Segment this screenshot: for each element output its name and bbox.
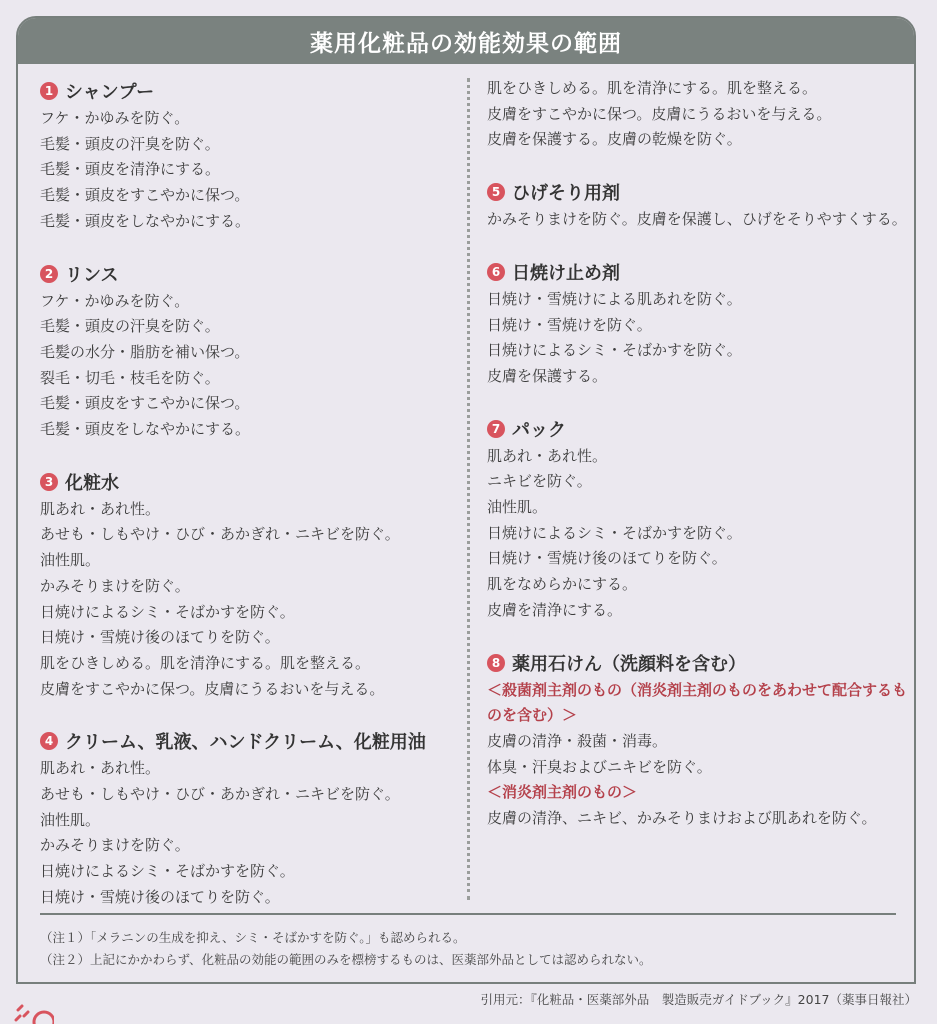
item-line: 油性肌。: [40, 551, 101, 570]
item-line: 日焼けによるシミ・そばかすを防ぐ。: [40, 862, 295, 881]
section-number-badge: 7: [487, 420, 505, 438]
subheading-anti-inflammatory: ＜消炎剤主剤のもの＞: [487, 783, 638, 802]
item-line: 皮膚を保護する。: [487, 366, 608, 385]
section-lotion: [40, 467, 460, 703]
section-heading: [40, 467, 460, 497]
section-shampoo: [40, 76, 460, 235]
item-line: 皮膚をすこやかに保つ。皮膚にうるおいを与える。: [40, 679, 385, 698]
item-line: 肌あれ・あれ性。: [40, 759, 161, 778]
section-shaving: [487, 177, 907, 233]
item-line: 毛髪・頭皮の汗臭を防ぐ。: [40, 317, 220, 336]
section-number-badge: 3: [40, 473, 58, 491]
item-line: 肌をひきしめる。肌を清浄にする。肌を整える。: [40, 653, 371, 672]
efficacy-panel: [16, 16, 916, 984]
item-line: 毛髪・頭皮をすこやかに保つ。: [40, 186, 250, 205]
right-column: [487, 76, 907, 856]
footnotes: [40, 913, 896, 971]
section-heading: [40, 726, 460, 756]
section-heading: [40, 76, 460, 106]
section-number-badge: 2: [40, 265, 58, 283]
item-line: 肌をなめらかにする。: [487, 575, 638, 594]
column-divider: [467, 78, 470, 900]
section-number-badge: 8: [487, 654, 505, 672]
item-line: 日焼け・雪焼け後のほてりを防ぐ。: [487, 549, 727, 568]
item-line: 毛髪・頭皮を清浄にする。: [40, 160, 221, 179]
section-rinse: [40, 259, 460, 443]
item-line: 肌あれ・あれ性。: [40, 499, 161, 518]
section-heading: [40, 259, 460, 289]
item-line: 肌あれ・あれ性。: [487, 446, 608, 465]
section-sunscreen: [487, 257, 907, 390]
section-title: 日焼け止め剤: [512, 262, 620, 284]
section-title: クリーム、乳液、ハンドクリーム、化粧用油: [65, 732, 426, 754]
section-heading: [487, 177, 907, 207]
item-line: 毛髪・頭皮をすこやかに保つ。: [40, 394, 250, 413]
item-line: 皮膚を清浄にする。: [487, 600, 623, 619]
item-line: かみそりまけを防ぐ。: [40, 576, 190, 595]
item-line: 日焼け・雪焼けによる肌あれを防ぐ。: [487, 289, 742, 308]
section-heading: [487, 648, 907, 678]
section-cream: [40, 726, 460, 910]
item-line: 日焼けによるシミ・そばかすを防ぐ。: [487, 341, 742, 360]
item-line: あせも・しもやけ・ひび・あかぎれ・ニキビを防ぐ。: [40, 785, 400, 804]
left-column: [40, 76, 460, 935]
item-line: あせも・しもやけ・ひび・あかぎれ・ニキビを防ぐ。: [40, 525, 400, 544]
item-line: 日焼けによるシミ・そばかすを防ぐ。: [487, 523, 742, 542]
subheading-bactericide: ＜殺菌剤主剤のもの（消炎剤主剤のものをあわせて配合するものを含む）＞: [487, 680, 908, 725]
section-title: パック: [512, 419, 566, 441]
footnote: （注２）上記にかかわらず、化粧品の効能の範囲のみを標榜するものは、医薬部外品としては認められない。: [40, 952, 652, 967]
item-line: 毛髪の水分・脂肪を補い保つ。: [40, 342, 250, 361]
item-line: 皮膚を保護する。皮膚の乾燥を防ぐ。: [487, 130, 742, 149]
section-title: リンス: [65, 264, 119, 286]
item-line: 日焼け・雪焼けを防ぐ。: [487, 315, 652, 334]
source-citation: 引用元：『化粧品・医薬部外品 製造販売ガイドブック』2017（薬事日報社）: [480, 992, 917, 1007]
section-medicated-soap: [487, 648, 907, 832]
section-title: 薬用石けん（洗顔料を含む）: [512, 653, 746, 675]
item-line: 毛髪・頭皮をしなやかにする。: [40, 211, 251, 230]
item-line: 日焼け・雪焼け後のほてりを防ぐ。: [40, 628, 280, 647]
item-paragraph: かみそりまけを防ぐ。皮膚を保護し、ひげをそりやすくする。: [487, 210, 907, 229]
section-heading: [487, 414, 907, 444]
section-heading: [487, 257, 907, 287]
item-line: 肌をひきしめる。肌を清浄にする。肌を整える。: [487, 79, 818, 97]
section-title: ひげそり用剤: [512, 183, 620, 205]
section-title: 化粧水: [65, 472, 119, 494]
item-line: かみそりまけを防ぐ。: [40, 836, 190, 855]
section-cream-continued: [487, 76, 907, 153]
item-line: フケ・かゆみを防ぐ。: [40, 109, 190, 127]
item-line: 毛髪・頭皮をしなやかにする。: [40, 420, 251, 439]
item-line: 日焼け・雪焼け後のほてりを防ぐ。: [40, 887, 280, 906]
item-line: 皮膚の清浄・殺菌・消毒。: [487, 731, 668, 750]
section-title: シャンプー: [65, 82, 155, 103]
item-line: 体臭・汗臭およびニキビを防ぐ。: [487, 757, 712, 776]
item-line: 油性肌。: [487, 498, 548, 517]
item-line: 日焼けによるシミ・そばかすを防ぐ。: [40, 602, 295, 621]
section-number-badge: 1: [40, 82, 58, 100]
item-line: 毛髪・頭皮の汗臭を防ぐ。: [40, 134, 220, 153]
section-number-badge: 5: [487, 183, 505, 201]
item-line: 裂毛・切毛・枝毛を防ぐ。: [40, 368, 220, 387]
section-number-badge: 6: [487, 263, 505, 281]
section-pack: [487, 414, 907, 624]
panel-title: 薬用化粧品の効能効果の範囲: [18, 18, 914, 64]
item-line: 油性肌。: [40, 810, 101, 829]
section-number-badge: 4: [40, 732, 58, 750]
item-line: フケ・かゆみを防ぐ。: [40, 291, 190, 310]
item-line: 皮膚をすこやかに保つ。皮膚にうるおいを与える。: [487, 104, 832, 123]
item-paragraph: 皮膚の清浄、ニキビ、かみそりまけおよび肌あれを防ぐ。: [487, 809, 877, 828]
footnote: （注１）「メラニンの生成を抑え、シミ・そばかすを防ぐ。」も認められる。: [40, 930, 466, 945]
item-line: ニキビを防ぐ。: [487, 472, 592, 491]
corner-logo-icon: [14, 1002, 54, 1024]
